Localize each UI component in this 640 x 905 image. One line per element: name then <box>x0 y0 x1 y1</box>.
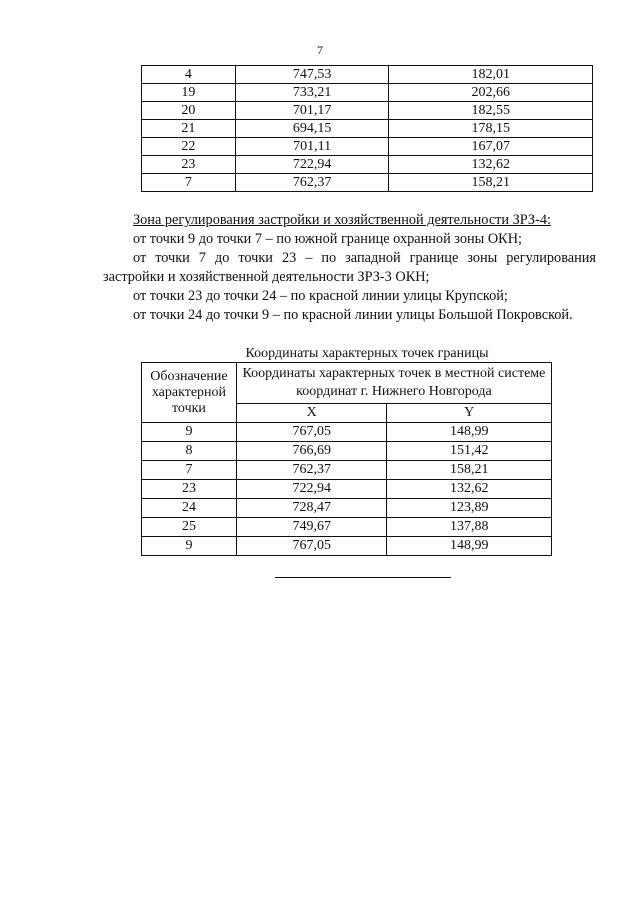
y-coordinate-cell: 132,62 <box>389 156 593 174</box>
point-number-cell: 4 <box>142 66 236 84</box>
table-row <box>142 461 552 480</box>
table-row <box>142 138 593 156</box>
y-coordinate-cell: 123,89 <box>387 499 552 518</box>
x-coordinate-cell: 694,15 <box>235 120 389 138</box>
boundary-points-table-body <box>142 423 552 556</box>
x-coordinate-cell: 762,37 <box>236 461 387 480</box>
boundary-points-table <box>141 362 552 556</box>
y-coordinate-cell: 167,07 <box>389 138 593 156</box>
coordinates-table-continued <box>141 65 593 192</box>
table-row <box>142 102 593 120</box>
zone-title-text: Зона регулирования застройки и хозяйственной деятельности ЗРЗ-4: <box>133 212 551 228</box>
x-coordinate-cell: 767,05 <box>236 537 387 556</box>
point-number-cell: 23 <box>142 156 236 174</box>
table-row <box>142 423 552 442</box>
point-number-cell: 21 <box>142 120 236 138</box>
header-coordinates: Координаты характерных точек в местной системе координат г. Нижнего Новгорода <box>236 363 551 404</box>
x-coordinate-cell: 728,47 <box>236 499 387 518</box>
coordinates-table-continued-body <box>142 66 593 192</box>
x-coordinate-cell: 701,11 <box>235 138 389 156</box>
y-coordinate-cell: 137,88 <box>387 518 552 537</box>
point-number-cell: 8 <box>142 442 237 461</box>
table-row <box>142 537 552 556</box>
x-coordinate-cell: 749,67 <box>236 518 387 537</box>
point-number-cell: 7 <box>142 174 236 192</box>
y-coordinate-cell: 151,42 <box>387 442 552 461</box>
table-row <box>142 174 593 192</box>
zone-title <box>103 211 596 230</box>
y-coordinate-cell: 148,99 <box>387 537 552 556</box>
header-y: Y <box>387 404 552 423</box>
x-coordinate-cell: 701,17 <box>235 102 389 120</box>
table-row <box>142 84 593 102</box>
table-row <box>142 156 593 174</box>
y-coordinate-cell: 132,62 <box>387 480 552 499</box>
x-coordinate-cell: 722,94 <box>235 156 389 174</box>
table-row <box>142 518 552 537</box>
point-number-cell: 23 <box>142 480 237 499</box>
x-coordinate-cell: 747,53 <box>235 66 389 84</box>
header-x: X <box>236 404 387 423</box>
table-row <box>142 66 593 84</box>
table-row <box>142 480 552 499</box>
y-coordinate-cell: 182,01 <box>389 66 593 84</box>
zone-line: от точки 9 до точки 7 – по южной границе охранной зоны ОКН; <box>133 231 522 247</box>
y-coordinate-cell: 202,66 <box>389 84 593 102</box>
table-row <box>142 120 593 138</box>
y-coordinate-cell: 158,21 <box>387 461 552 480</box>
y-coordinate-cell: 178,15 <box>389 120 593 138</box>
x-coordinate-cell: 766,69 <box>236 442 387 461</box>
x-coordinate-cell: 722,94 <box>236 480 387 499</box>
footer-rule <box>275 577 451 578</box>
zone-line: от точки 7 до точки 23 – по западной границе зоны регулирования застройки и хозяйственной деятельности ЗРЗ-3 ОКН; <box>103 250 596 285</box>
x-coordinate-cell: 762,37 <box>235 174 389 192</box>
point-number-cell: 25 <box>142 518 237 537</box>
table-caption: Координаты характерных точек границы <box>245 346 489 361</box>
x-coordinate-cell: 767,05 <box>236 423 387 442</box>
point-number-cell: 9 <box>142 423 237 442</box>
point-number-cell: 7 <box>142 461 237 480</box>
table-row <box>142 499 552 518</box>
header-point-designation: Обозначение характерной точки <box>142 363 237 423</box>
y-coordinate-cell: 158,21 <box>389 174 593 192</box>
x-coordinate-cell: 733,21 <box>235 84 389 102</box>
point-number-cell: 24 <box>142 499 237 518</box>
zone-line: от точки 23 до точки 24 – по красной линии улицы Крупской; <box>133 288 508 304</box>
page-number: 7 <box>317 43 323 57</box>
point-number-cell: 9 <box>142 537 237 556</box>
point-number-cell: 19 <box>142 84 236 102</box>
table-row <box>142 442 552 461</box>
boundary-points-table-header <box>142 363 552 423</box>
y-coordinate-cell: 148,99 <box>387 423 552 442</box>
y-coordinate-cell: 182,55 <box>389 102 593 120</box>
point-number-cell: 20 <box>142 102 236 120</box>
zone-description <box>103 211 596 325</box>
point-number-cell: 22 <box>142 138 236 156</box>
zone-line: от точки 24 до точки 9 – по красной линии улицы Большой Покровской. <box>133 307 573 323</box>
